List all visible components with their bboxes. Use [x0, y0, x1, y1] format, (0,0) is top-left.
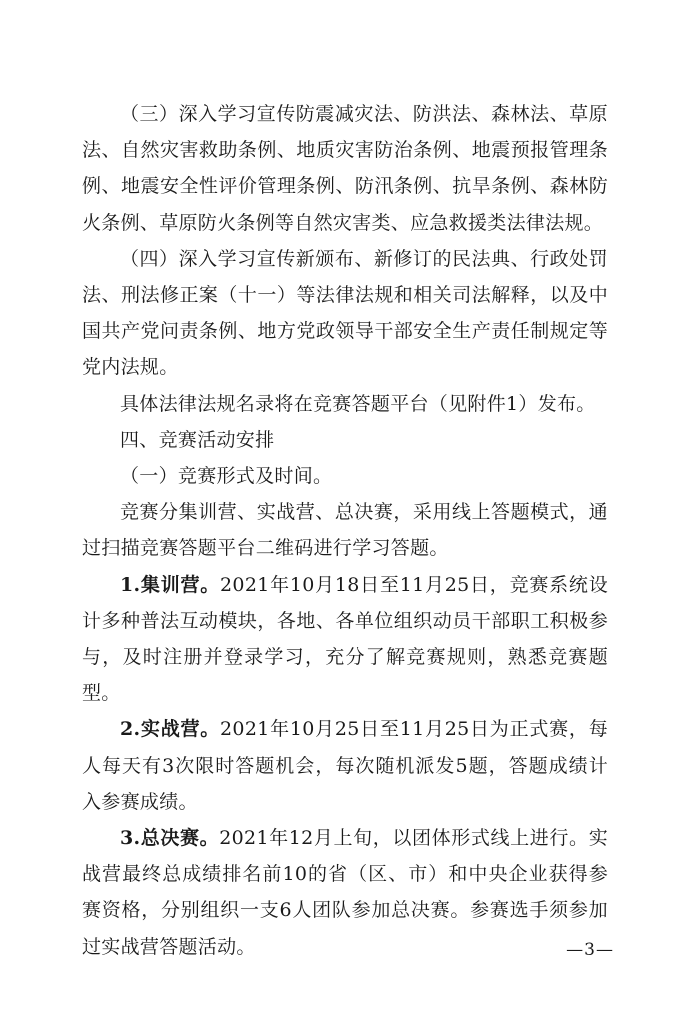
paragraph-text: 竞赛分集训营、实战营、总决赛，采用线上答题模式，通过扫描竞赛答题平台二维码进行学习答题。 — [82, 501, 608, 560]
heading-text: （一）竞赛形式及时间。 — [120, 465, 333, 488]
paragraph-law-list-3 — [82, 96, 608, 241]
paragraph-training-camp — [82, 567, 608, 712]
item-lead-finals: 3.总决赛。 — [120, 827, 220, 850]
paragraph-text: （三）深入学习宣传防震减灾法、防洪法、森林法、草原法、自然灾害救助条例、地质灾害防治条例、地震预报管理条例、地震安全性评价管理条例、防汛条例、抗旱条例、森林防火条例、草原防火条例等自然灾害类、应急救援类法律法规。 — [82, 103, 608, 234]
paragraph-text: 2021年10月25日至11月25日为正式赛，每人每天有3次限时答题机会，每次随机派发5题，答题成绩计入参赛成绩。 — [82, 718, 608, 813]
paragraph-text: 具体法律法规名录将在竞赛答题平台（见附件1）发布。 — [120, 392, 596, 415]
paragraph-combat-camp — [82, 711, 608, 820]
document-body — [82, 96, 608, 965]
paragraph-law-list-4 — [82, 241, 608, 386]
paragraph-competition-format — [82, 494, 608, 566]
section-heading-arrangement — [82, 422, 608, 458]
paragraph-text: （四）深入学习宣传新颁布、新修订的民法典、行政处罚法、刑法修正案（十一）等法律法规和相关司法解释，以及中国共产党问责条例、地方党政领导干部安全生产责任制规定等党内法规。 — [82, 247, 608, 379]
subsection-heading-format — [82, 458, 608, 494]
heading-text: 四、竞赛活动安排 — [120, 428, 275, 451]
page-number: —3— — [566, 940, 614, 960]
item-lead-combat-camp: 2.实战营。 — [120, 718, 221, 741]
paragraph-text: 2021年12月上旬，以团体形式线上进行。实战营最终总成绩排名前10的省（区、市）和中央企业获得参赛资格，分别组织一支6人团队参加总决赛。参赛选手须参加过实战营答题活动。 — [82, 827, 608, 958]
paragraph-finals — [82, 820, 608, 965]
paragraph-law-catalog — [82, 386, 608, 422]
paragraph-text: 2021年10月18日至11月25日，竞赛系统设计多种普法互动模块，各地、各单位组织动员干部职工积极参与，及时注册并登录学习，充分了解竞赛规则，熟悉竞赛题型。 — [82, 573, 608, 705]
item-lead-training-camp: 1.集训营。 — [120, 573, 221, 596]
